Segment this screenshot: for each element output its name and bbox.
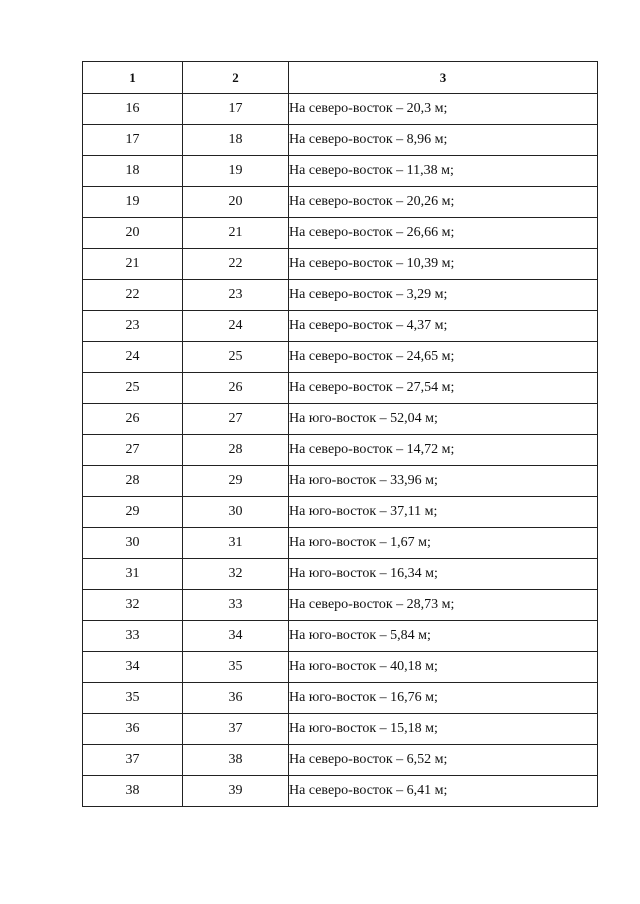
point-to-cell: 22 — [183, 249, 289, 280]
direction-distance-cell: На северо-восток – 6,52 м; — [289, 745, 598, 776]
point-to-cell: 30 — [183, 497, 289, 528]
table-header — [83, 62, 598, 94]
direction-distance-cell: На северо-восток – 20,26 м; — [289, 187, 598, 218]
direction-distance-cell: На северо-восток – 14,72 м; — [289, 435, 598, 466]
point-to-cell: 27 — [183, 404, 289, 435]
table-row — [83, 621, 598, 652]
table-row — [83, 404, 598, 435]
table-row — [83, 342, 598, 373]
point-to-cell: 26 — [183, 373, 289, 404]
point-from-cell: 24 — [83, 342, 183, 373]
direction-distance-cell: На юго-восток – 15,18 м; — [289, 714, 598, 745]
column-header-2: 2 — [183, 62, 289, 94]
point-to-cell: 34 — [183, 621, 289, 652]
point-to-cell: 39 — [183, 776, 289, 807]
table-row — [83, 683, 598, 714]
table-body — [83, 94, 598, 807]
point-to-cell: 36 — [183, 683, 289, 714]
direction-distance-cell: На северо-восток – 4,37 м; — [289, 311, 598, 342]
table-row — [83, 311, 598, 342]
point-from-cell: 18 — [83, 156, 183, 187]
point-from-cell: 21 — [83, 249, 183, 280]
column-header-3: 3 — [289, 62, 598, 94]
column-header-1: 1 — [83, 62, 183, 94]
direction-distance-cell: На северо-восток – 6,41 м; — [289, 776, 598, 807]
point-to-cell: 17 — [183, 94, 289, 125]
table-row — [83, 652, 598, 683]
direction-distance-cell: На юго-восток – 5,84 м; — [289, 621, 598, 652]
direction-distance-cell: На юго-восток – 37,11 м; — [289, 497, 598, 528]
table-row — [83, 745, 598, 776]
direction-distance-cell: На юго-восток – 16,34 м; — [289, 559, 598, 590]
point-to-cell: 35 — [183, 652, 289, 683]
point-to-cell: 21 — [183, 218, 289, 249]
boundary-description-table — [82, 61, 598, 807]
direction-distance-cell: На юго-восток – 1,67 м; — [289, 528, 598, 559]
direction-distance-cell: На юго-восток – 40,18 м; — [289, 652, 598, 683]
point-to-cell: 33 — [183, 590, 289, 621]
point-from-cell: 34 — [83, 652, 183, 683]
table-row — [83, 280, 598, 311]
point-to-cell: 25 — [183, 342, 289, 373]
point-from-cell: 26 — [83, 404, 183, 435]
point-from-cell: 22 — [83, 280, 183, 311]
point-to-cell: 18 — [183, 125, 289, 156]
point-from-cell: 27 — [83, 435, 183, 466]
direction-distance-cell: На юго-восток – 16,76 м; — [289, 683, 598, 714]
point-from-cell: 33 — [83, 621, 183, 652]
direction-distance-cell: На юго-восток – 33,96 м; — [289, 466, 598, 497]
direction-distance-cell: На северо-восток – 10,39 м; — [289, 249, 598, 280]
table-row — [83, 559, 598, 590]
point-to-cell: 38 — [183, 745, 289, 776]
point-from-cell: 37 — [83, 745, 183, 776]
direction-distance-cell: На северо-восток – 24,65 м; — [289, 342, 598, 373]
point-from-cell: 38 — [83, 776, 183, 807]
point-from-cell: 23 — [83, 311, 183, 342]
table-row — [83, 218, 598, 249]
point-to-cell: 29 — [183, 466, 289, 497]
direction-distance-cell: На северо-восток – 20,3 м; — [289, 94, 598, 125]
table-row — [83, 187, 598, 218]
table-row — [83, 156, 598, 187]
table-row — [83, 497, 598, 528]
direction-distance-cell: На северо-восток – 8,96 м; — [289, 125, 598, 156]
point-from-cell: 17 — [83, 125, 183, 156]
point-from-cell: 32 — [83, 590, 183, 621]
point-to-cell: 31 — [183, 528, 289, 559]
table-row — [83, 528, 598, 559]
point-from-cell: 25 — [83, 373, 183, 404]
direction-distance-cell: На северо-восток – 28,73 м; — [289, 590, 598, 621]
point-to-cell: 32 — [183, 559, 289, 590]
table-row — [83, 373, 598, 404]
table-row — [83, 466, 598, 497]
direction-distance-cell: На северо-восток – 3,29 м; — [289, 280, 598, 311]
direction-distance-cell: На юго-восток – 52,04 м; — [289, 404, 598, 435]
point-from-cell: 31 — [83, 559, 183, 590]
point-from-cell: 36 — [83, 714, 183, 745]
point-to-cell: 19 — [183, 156, 289, 187]
point-from-cell: 19 — [83, 187, 183, 218]
table-row — [83, 714, 598, 745]
table-row — [83, 249, 598, 280]
point-from-cell: 30 — [83, 528, 183, 559]
direction-distance-cell: На северо-восток – 26,66 м; — [289, 218, 598, 249]
point-to-cell: 20 — [183, 187, 289, 218]
point-to-cell: 23 — [183, 280, 289, 311]
point-to-cell: 28 — [183, 435, 289, 466]
point-from-cell: 28 — [83, 466, 183, 497]
header-row — [83, 62, 598, 94]
table-row — [83, 125, 598, 156]
direction-distance-cell: На северо-восток – 27,54 м; — [289, 373, 598, 404]
point-to-cell: 24 — [183, 311, 289, 342]
point-to-cell: 37 — [183, 714, 289, 745]
table-row — [83, 590, 598, 621]
point-from-cell: 35 — [83, 683, 183, 714]
table-row — [83, 94, 598, 125]
table-row — [83, 435, 598, 466]
point-from-cell: 20 — [83, 218, 183, 249]
point-from-cell: 16 — [83, 94, 183, 125]
table-row — [83, 776, 598, 807]
point-from-cell: 29 — [83, 497, 183, 528]
direction-distance-cell: На северо-восток – 11,38 м; — [289, 156, 598, 187]
